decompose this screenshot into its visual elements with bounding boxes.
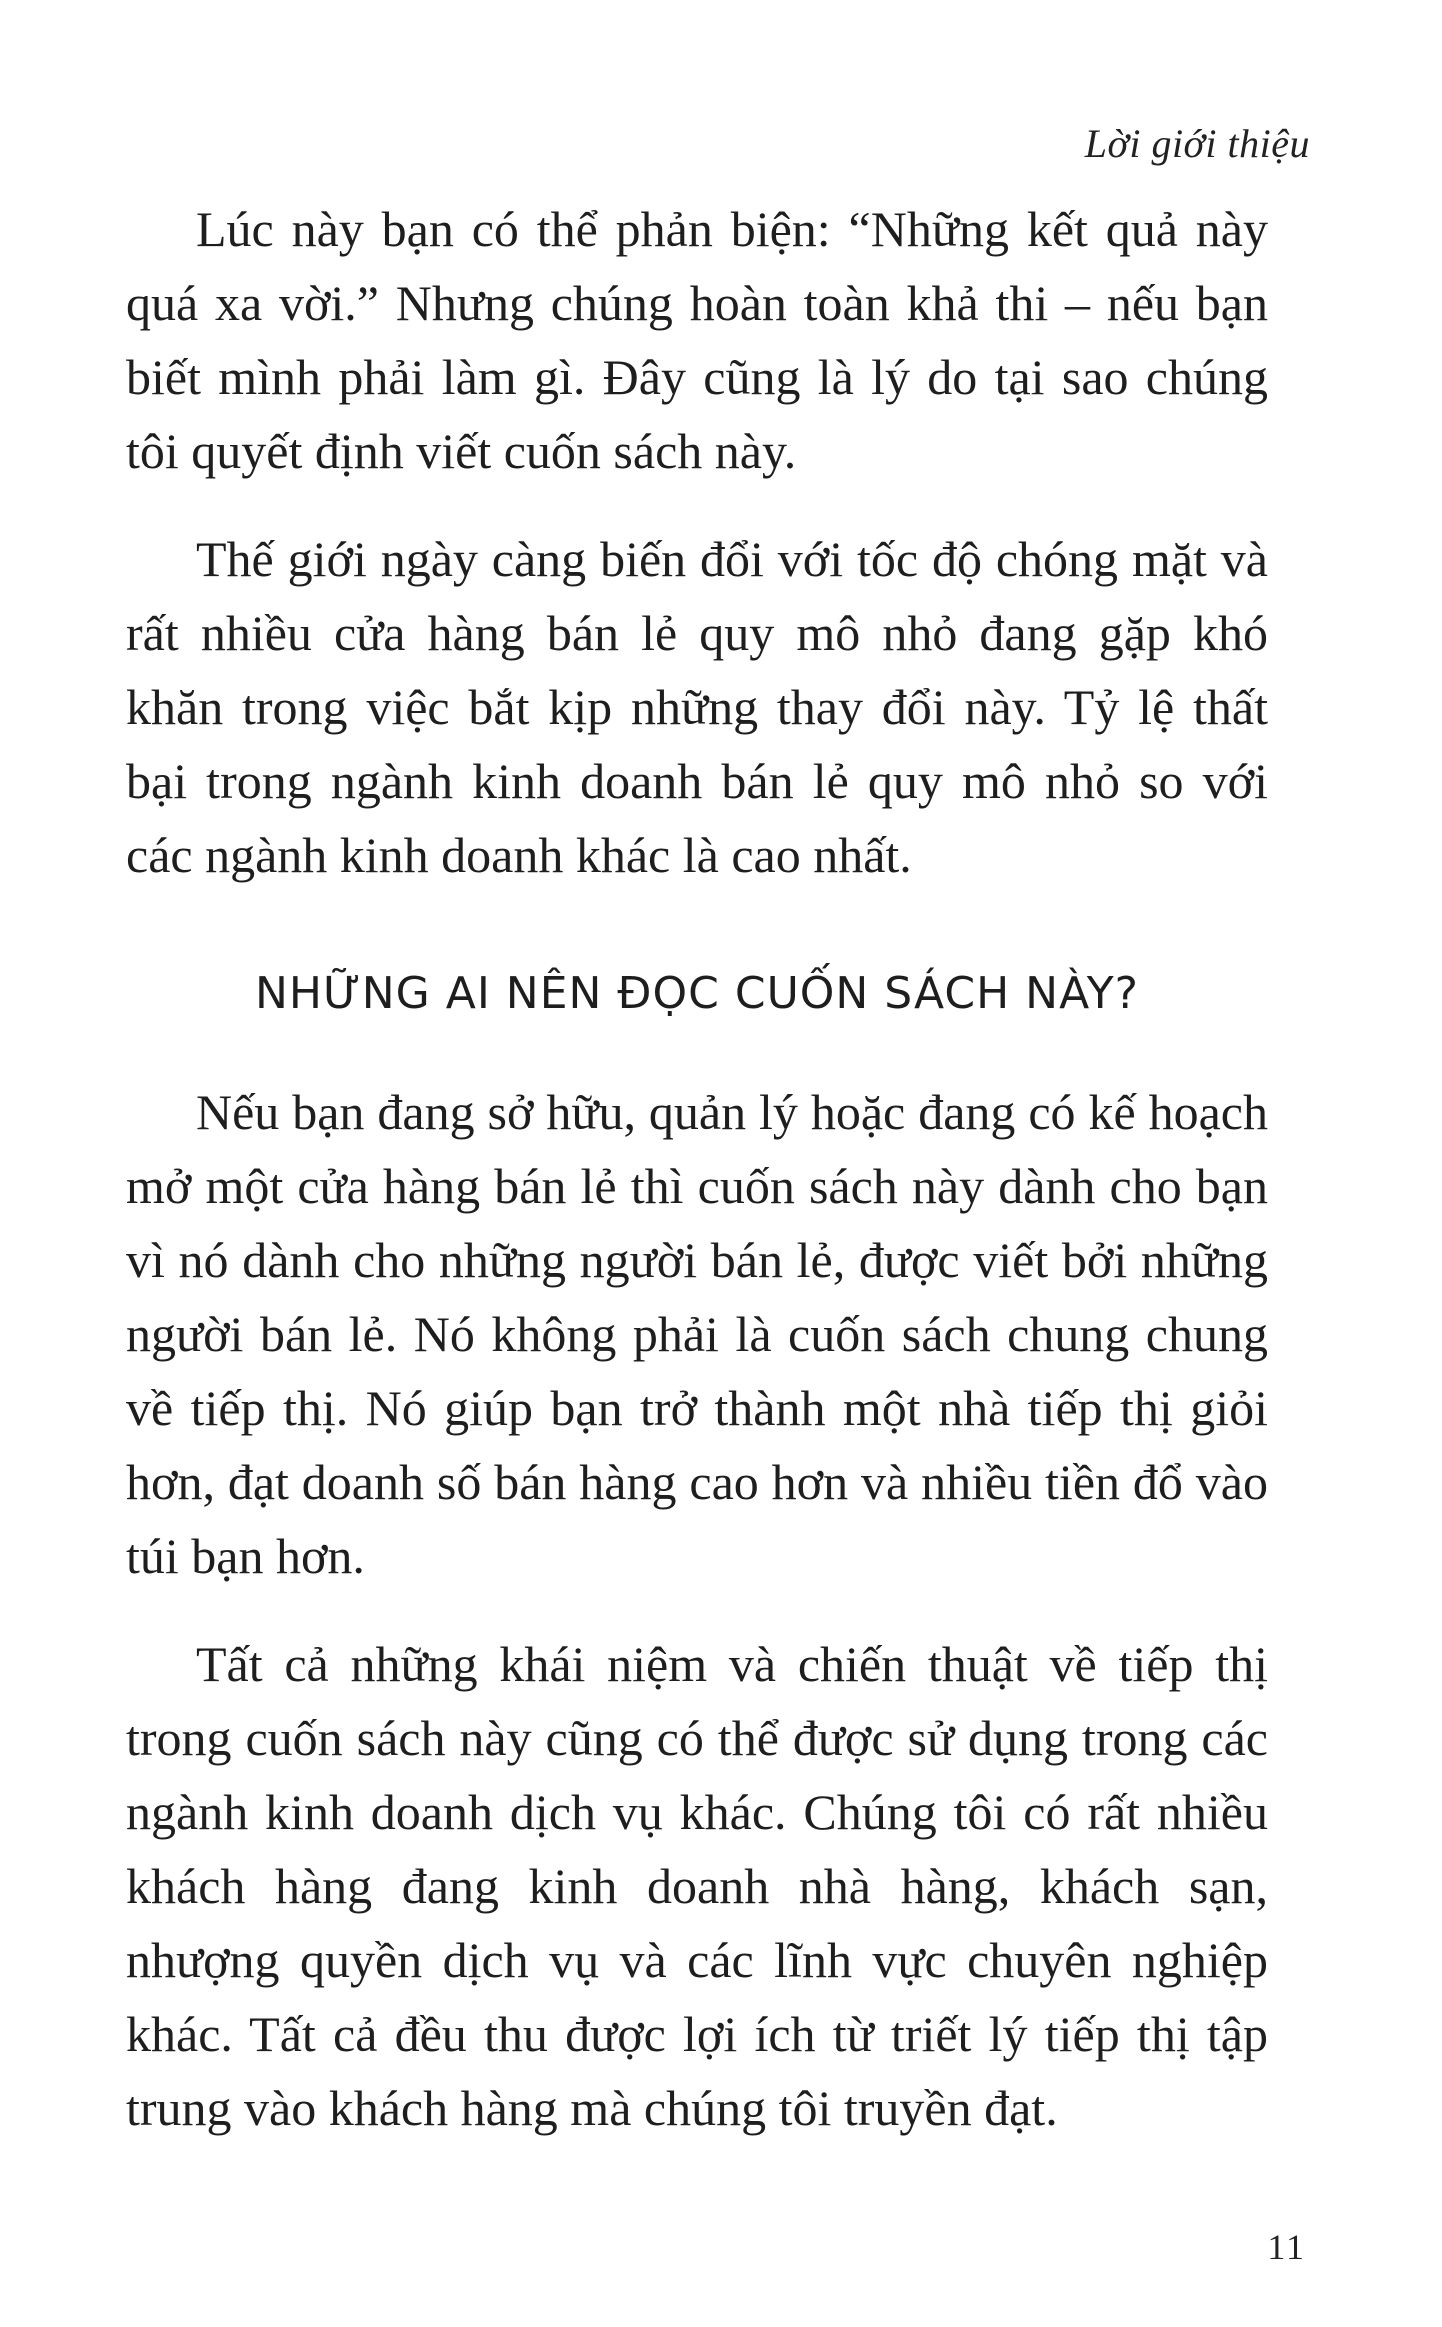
page-body [126, 192, 1268, 2179]
paragraph-1: Lúc này bạn có thể phản biện: “Những kết quả này quá xa vời.” Nhưng chúng hoàn toàn khả thi – nếu bạn biết mình phải làm gì. Đây cũng là lý do tại sao chúng tôi quyết định viết cuốn sách này. [126, 201, 1268, 479]
page-number: 11 [1267, 2227, 1306, 2267]
paragraph-2: Thế giới ngày càng biến đổi với tốc độ chóng mặt và rất nhiều cửa hàng bán lẻ quy mô nhỏ đang gặp khó khăn trong việc bắt kịp những thay đổi này. Tỷ lệ thất bại trong ngành kinh doanh bán lẻ quy mô nhỏ so với các ngành kinh doanh khác là cao nhất. [126, 531, 1268, 883]
paragraph-4: Tất cả những khái niệm và chiến thuật về tiếp thị trong cuốn sách này cũng có thể được sử dụng trong các ngành kinh doanh dịch vụ khác. Chúng tôi có rất nhiều khách hàng đang kinh doanh nhà hàng, khách sạn, nhượng quyền dịch vụ và các lĩnh vực chuyên nghiệp khác. Tất cả đều thu được lợi ích từ triết lý tiếp thị tập trung vào khách hàng mà chúng tôi truyền đạt. [126, 1636, 1268, 2136]
section-heading: NHỮNG AI NÊN ĐỌC CUỐN SÁCH NÀY? [254, 968, 1139, 1019]
paragraph-3: Nếu bạn đang sở hữu, quản lý hoặc đang có kế hoạch mở một cửa hàng bán lẻ thì cuốn sách này dành cho bạn vì nó dành cho những người bán lẻ, được viết bởi những người bán lẻ. Nó không phải là cuốn sách chung chung về tiếp thị. Nó giúp bạn trở thành một nhà tiếp thị giỏi hơn, đạt doanh số bán hàng cao hơn và nhiều tiền đổ vào túi bạn hơn. [126, 1084, 1268, 1584]
running-header: Lời giới thiệu [1084, 121, 1310, 166]
